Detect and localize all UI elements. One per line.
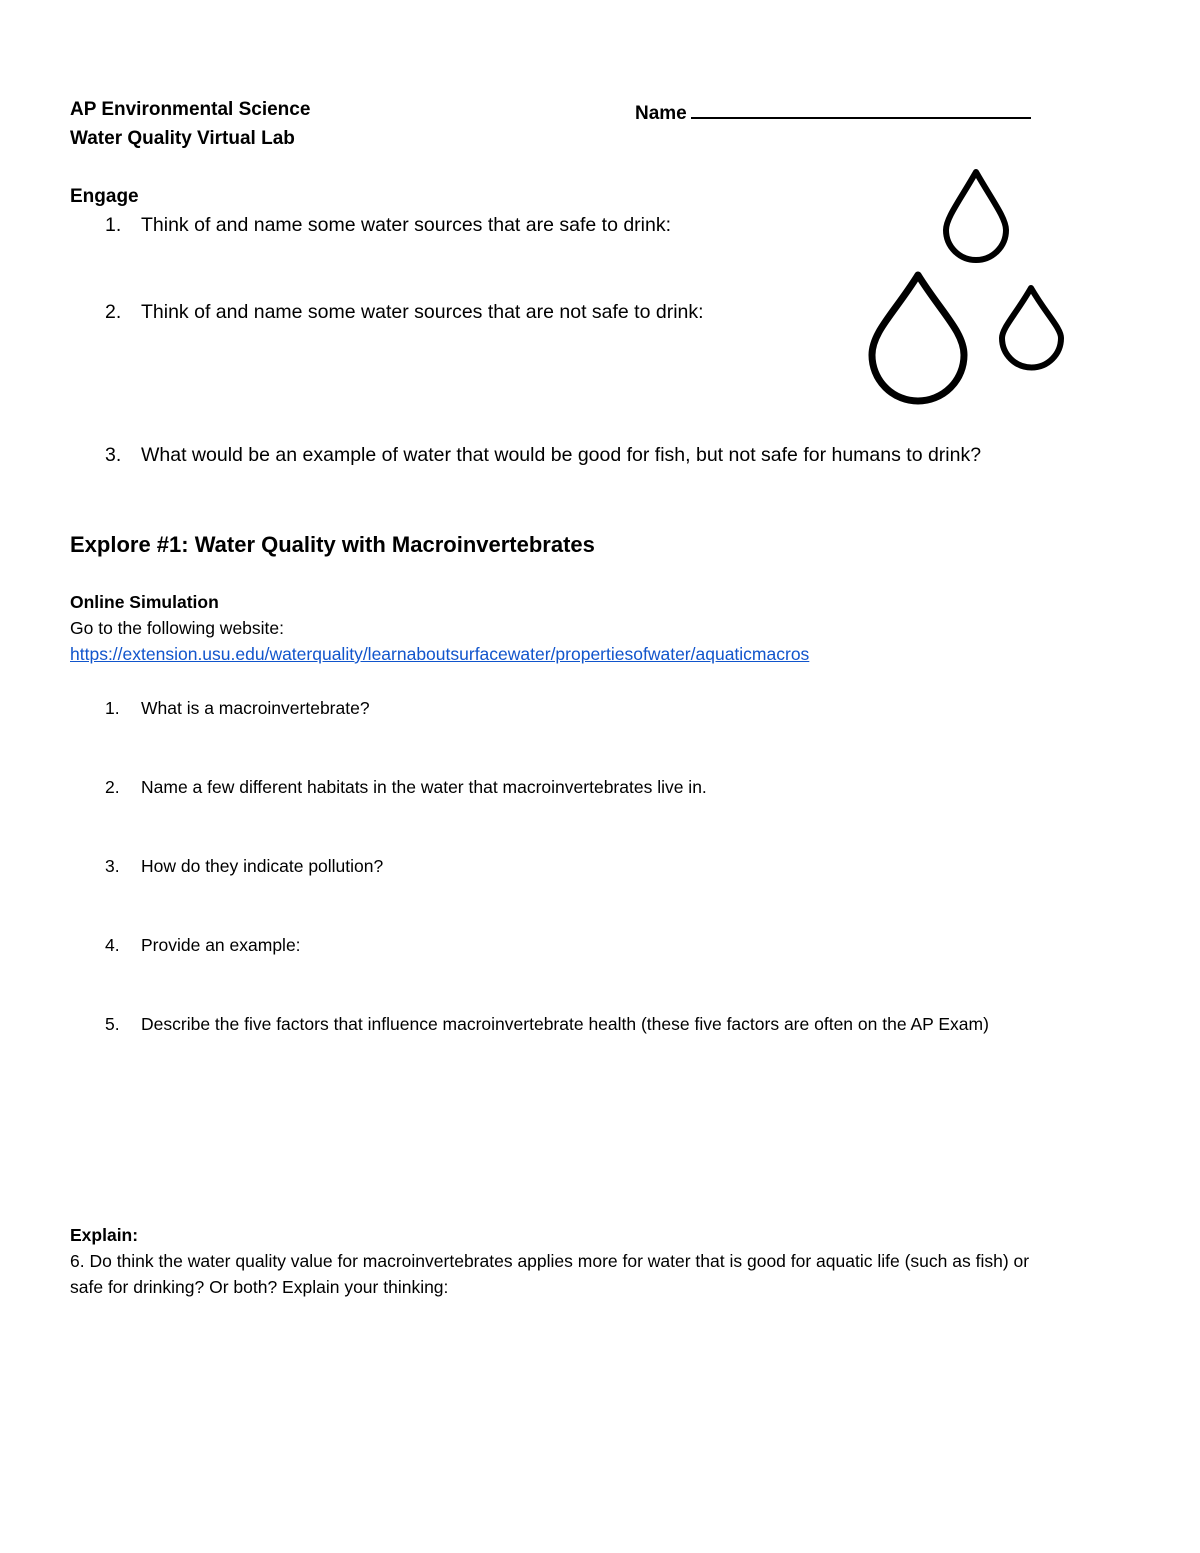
engage-question-2-text: Think of and name some water sources that are not safe to drink:	[141, 301, 704, 323]
engage-question-3-text: What would be an example of water that would be good for fish, but not safe for humans to drink?	[141, 444, 982, 466]
course-title: AP Environmental Science	[70, 99, 311, 120]
engage-question-3	[105, 444, 121, 467]
explore-question-3-number: 3.	[105, 856, 120, 876]
explore-question-5-text: Describe the five factors that influence macroinvertebrate health (these five factors are often on the AP Exam)	[141, 1014, 989, 1034]
explore-question-5-number: 5.	[105, 1014, 120, 1034]
engage-question-2	[105, 301, 121, 324]
water-drop-icon	[872, 275, 964, 401]
name-label: Name	[635, 103, 687, 124]
macroinvertebrates-link[interactable]: https://extension.usu.edu/waterquality/learnaboutsurfacewater/propertiesofwater/aquaticmacros	[70, 644, 810, 664]
question-number: 2.	[105, 301, 122, 323]
explore-question-1-number: 1.	[105, 698, 120, 718]
explore-question-2-text: Name a few different habitats in the water that macroinvertebrates live in.	[141, 777, 707, 797]
explain-question-line-1: 6. Do think the water quality value for macroinvertebrates applies more for water that is good for aquatic life (such as fish) or	[70, 1251, 1030, 1271]
question-number: 1.	[105, 214, 122, 236]
explore-question-4-number: 4.	[105, 935, 120, 955]
explore-question-3-text: How do they indicate pollution?	[141, 856, 384, 876]
name-field[interactable]	[635, 99, 1031, 125]
water-drop-icon	[1002, 288, 1061, 368]
explore-heading: Explore #1: Water Quality with Macroinvertebrates	[70, 532, 595, 557]
explain-heading: Explain:	[70, 1225, 139, 1245]
explore-question-2-number: 2.	[105, 777, 120, 797]
engage-heading: Engage	[70, 186, 139, 207]
explore-question-1-text: What is a macroinvertebrate?	[141, 698, 370, 718]
explain-question-line-2: safe for drinking? Or both? Explain your thinking:	[70, 1277, 449, 1297]
engage-question-1	[105, 214, 121, 237]
explore-question-4-text: Provide an example:	[141, 935, 301, 955]
engage-question-1-text: Think of and name some water sources that are safe to drink:	[141, 214, 672, 236]
water-drop-icon	[946, 172, 1006, 260]
name-blank-line[interactable]	[691, 99, 1031, 119]
lab-title: Water Quality Virtual Lab	[70, 128, 295, 149]
website-instruction: Go to the following website:	[70, 618, 285, 638]
question-number: 3.	[105, 444, 122, 466]
water-drops-illustration	[860, 160, 1075, 410]
online-simulation-heading: Online Simulation	[70, 592, 219, 612]
